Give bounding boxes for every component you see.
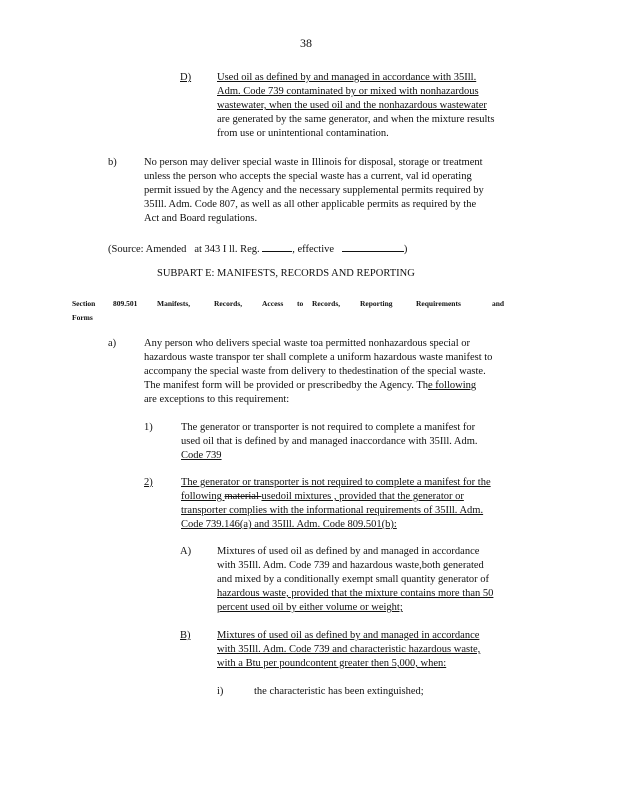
source-close: ) (403, 244, 408, 255)
item-d-text (217, 71, 494, 141)
source-reg: 3 I ll. Reg. (215, 244, 260, 255)
source-middle: at 34 (194, 244, 216, 255)
item-b-line: permit issued by the Agency and the necessary supplemental permits required by (144, 185, 484, 196)
item-b-line: 35Ill. Adm. Code 807, as well as all other applicable permits as required by the (144, 199, 477, 210)
item-A-line: percent used oil by either volume or weight; (217, 602, 403, 613)
subpart-heading: SUBPART E: MANIFESTS, RECORDS AND REPORTING (157, 268, 415, 279)
item-2-line: Code 739.146(a) and 35Ill. Adm. Code 809.501(b): (181, 519, 397, 530)
item-a-line (144, 379, 492, 393)
item-a-line: are exceptions to this requirement: (144, 394, 290, 405)
item-A-label: A) (180, 546, 192, 557)
item-a-line: Any person who delivers special waste toa permitted nonhazardous special or (144, 338, 470, 349)
item-d-label: D) (180, 72, 192, 83)
item-a-text (144, 337, 492, 407)
section-label: Section (72, 299, 96, 308)
section-title-word: Access (262, 299, 284, 308)
item-B-line: with a Btu per poundcontent greater then 5,000, when: (217, 658, 447, 669)
item-b-line: No person may deliver special waste in Illinois for disposal, storage or treatment (144, 157, 483, 168)
section-title-line2: Forms (72, 313, 93, 322)
item-2-line: transporter complies with the informational requirements of 35Ill. Adm. (181, 505, 484, 516)
item-d-line: from use or unintentional contamination. (217, 128, 389, 139)
item-2-line (181, 490, 491, 504)
section-title-word: Records, (214, 299, 243, 308)
item-B-text (217, 629, 480, 671)
item-b-line: Act and Board regulations. (144, 213, 258, 224)
item-A-line: Mixtures of used oil as defined by and managed in accordance (217, 546, 480, 557)
item-A-line: hazardous waste, provided that the mixture contains more than 50 (217, 588, 494, 599)
item-a-line-4-plain: The manifest form will be provided or prescribedby the Agency. Th (144, 380, 429, 391)
section-title-word: Reporting (360, 299, 393, 308)
item-d-line: wastewater, when the used oil and the nonhazardous wastewater (217, 100, 487, 111)
item-2-line: The generator or transporter is not required to complete a manifest for the (181, 477, 491, 488)
section-title-word: Records, (312, 299, 341, 308)
item-a-line-4-underlined: e following (428, 380, 477, 391)
section-title-word: and (492, 299, 505, 308)
item-2-label: 2) (144, 477, 153, 488)
item-i-text: the characteristic has been extinguished; (254, 686, 424, 697)
item-B-label: B) (180, 630, 191, 641)
source-note (108, 240, 407, 257)
item-b-line: unless the person who accepts the special waste has a current, val id operating (144, 171, 472, 182)
item-A-line: with 35Ill. Adm. Code 739 and hazardous waste,both generated (217, 560, 484, 571)
section-title-word: Requirements (416, 299, 461, 308)
item-2-line-2a: following (181, 491, 225, 502)
item-2-struck-text: material (224, 491, 262, 502)
item-b-label: b) (108, 157, 117, 168)
section-title-word: to (297, 299, 304, 308)
item-b-text (144, 156, 484, 226)
item-B-line: Mixtures of used oil as defined by and managed in accordance (217, 630, 480, 641)
item-1-line: used oil that is defined by and managed inaccordance with 35Ill. Adm. (181, 436, 478, 447)
page-number: 38 (300, 36, 312, 50)
item-B-line: with 35Ill. Adm. Code 739 and characteristic hazardous waste, (217, 644, 481, 655)
item-1-line: Code 739 (181, 450, 222, 461)
item-A-line: and mixed by a conditionally exempt small quantity generator of (217, 574, 490, 585)
item-2-line-2b: usedoil mixtures , provided that the generator or (261, 491, 464, 502)
source-date-blank (342, 240, 404, 252)
item-2-text (181, 476, 491, 532)
item-a-line: accompany the special waste from delivery to thedestination of the special waste. (144, 366, 486, 377)
item-a-label: a) (108, 338, 117, 349)
item-i-label: i) (217, 686, 224, 697)
item-d-line: Used oil as defined by and managed in accordance with 35Ill. (217, 72, 477, 83)
section-number: 809.501 (113, 299, 138, 308)
source-prefix: (Source: Amended (108, 244, 187, 255)
item-1-line: The generator or transporter is not required to complete a manifest for (181, 422, 476, 433)
item-d-line: are generated by the same generator, and when the mixture results (217, 114, 495, 125)
item-d-line: Adm. Code 739 contaminated by or mixed with nonhazardous (217, 86, 479, 97)
item-A-text (217, 545, 493, 615)
source-effective: , effective (292, 244, 335, 255)
item-1-label: 1) (144, 422, 153, 433)
item-1-text (181, 421, 478, 463)
section-title-word: Manifests, (157, 299, 191, 308)
source-volume-blank (262, 240, 292, 252)
item-a-line: hazardous waste transpor ter shall complete a uniform hazardous waste manifest to (144, 352, 493, 363)
